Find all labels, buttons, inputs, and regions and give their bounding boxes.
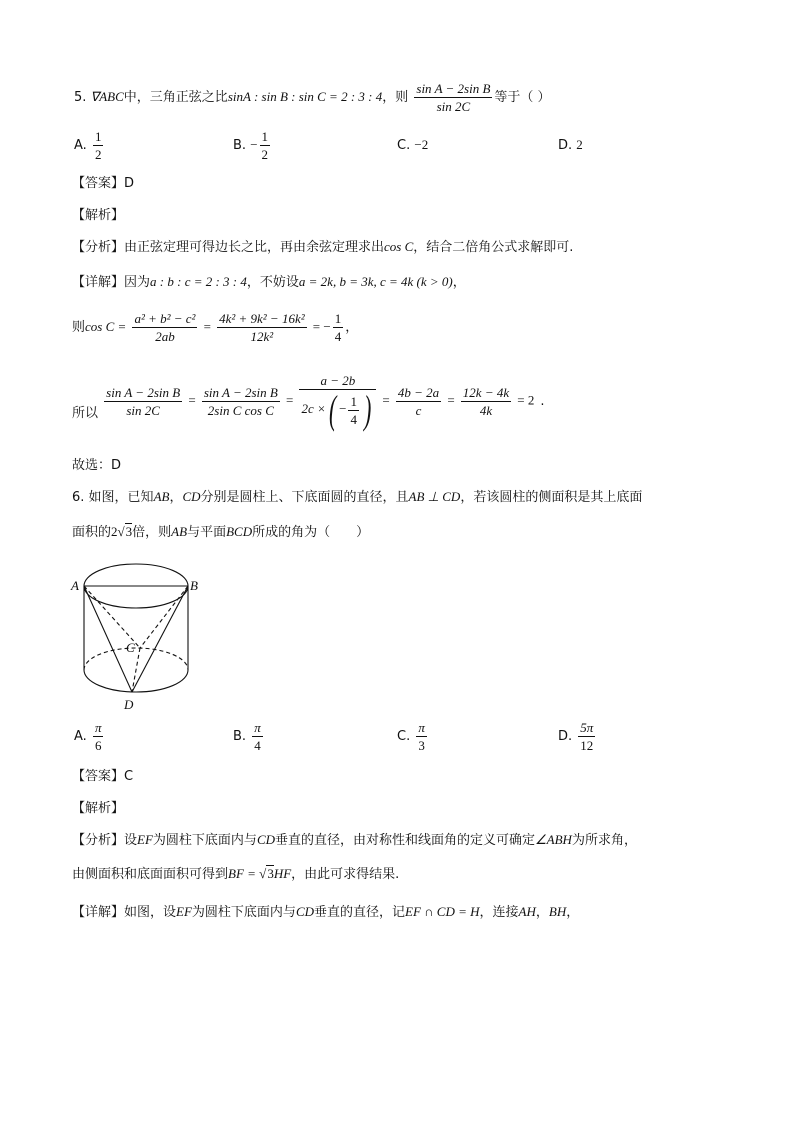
q5-option-c-label: C.	[397, 138, 411, 153]
q5-so-paren-left: (	[328, 387, 337, 432]
q5-cos-end: ，	[345, 320, 359, 335]
q5-option-a[interactable]	[74, 128, 105, 163]
q6-stem-l2-bcd: BCD	[226, 524, 253, 539]
q5-cos-lhs: cos C =	[85, 319, 127, 334]
q5-triangle: ∇ABC	[90, 89, 124, 104]
q5-option-b-label: B.	[233, 138, 247, 153]
q5-so-inner-num: 1	[350, 393, 357, 409]
q5-so-frac2-den: 2sin C cos C	[207, 402, 274, 418]
q6-de-d: ，连接	[479, 905, 519, 920]
q5-option-c[interactable]	[397, 137, 428, 153]
q6-analysis-line1	[72, 829, 637, 848]
q6-number: 6.	[72, 490, 85, 505]
q5-option-b-den: 2	[261, 147, 269, 162]
segment-ad	[84, 586, 132, 692]
q5-number: 5.	[74, 90, 87, 105]
q5-cos-frac2-num: 4k² + 9k² − 16k²	[219, 311, 305, 326]
q6-an-l2-radical: √	[259, 866, 267, 881]
q6-de-e: ，	[535, 905, 549, 920]
q5-option-a-frac	[93, 128, 104, 163]
q6-de-a: 如图，设	[124, 905, 177, 920]
q6-option-c-num: π	[418, 720, 425, 735]
q5-so-frac4-den: c	[415, 402, 422, 418]
q5-so-frac3-minus: −	[339, 400, 347, 416]
q6-option-d-den: 12	[580, 738, 594, 753]
q6-stem-l1-a: 如图，已知	[88, 490, 154, 505]
q5-option-b-sign: −	[250, 137, 258, 152]
q5-so-eq2: =	[285, 392, 294, 408]
q6-de-ah: AH	[518, 904, 536, 919]
q5-so-paren-right: )	[363, 387, 372, 432]
q6-jiexi	[72, 797, 124, 816]
q6-analysis-line2	[72, 863, 399, 882]
q5-detail-tag: 【详解】	[72, 275, 125, 290]
q5-so-frac2	[202, 384, 280, 419]
label-b: B	[190, 578, 198, 593]
q5-cos-prefix: 则	[72, 320, 86, 335]
q6-stem-l2-a: 面积的	[72, 525, 112, 540]
q6-stem-line1	[72, 486, 642, 505]
q5-jiexi	[72, 204, 124, 223]
q6-an-l1-cd: CD	[256, 832, 275, 847]
q5-so-eq1: =	[188, 392, 196, 408]
q6-de-ef: EF	[176, 904, 192, 919]
q6-option-a-den: 6	[94, 738, 102, 753]
q6-stem-l2-root: 3	[125, 524, 133, 539]
q5-cos-equation	[72, 310, 358, 345]
q6-detail	[72, 901, 579, 920]
q6-de-c: 垂直的直径，记	[314, 905, 406, 920]
label-a: A	[71, 578, 79, 593]
q5-cos-frac1-den: 2ab	[155, 329, 175, 344]
q5-ratio: sinA : sin B : sin C = 2 : 3 : 4	[227, 89, 383, 104]
q6-option-c-frac	[416, 719, 427, 754]
q6-option-a-frac	[93, 719, 104, 754]
q5-option-d-value: 2	[576, 137, 583, 152]
q6-an-l2-hf: HF	[273, 866, 292, 881]
q5-so-frac3-den-pre: 2c ×	[301, 400, 326, 416]
bottom-ellipse-back	[84, 648, 188, 670]
q5-detail-text2: ，不妨设	[246, 275, 299, 290]
q6-answer-value: C	[124, 769, 134, 784]
q5-cos-result-den: 4	[334, 329, 342, 344]
q5-option-b-num: 1	[261, 129, 269, 144]
segment-ac	[84, 586, 140, 648]
q5-fraction	[414, 80, 492, 115]
q5-so-frac1-den: sin 2C	[126, 402, 160, 418]
q5-answer-tag: 【答案】	[72, 176, 125, 191]
q6-an-l2-bf: BF =	[228, 866, 260, 881]
q5-so-eq3: =	[382, 392, 390, 408]
q5-so-end: .	[540, 393, 545, 409]
q5-detail-math1: a : b : c = 2 : 3 : 4	[150, 274, 247, 289]
q6-answer	[72, 765, 133, 784]
q6-an-l2-a: 由侧面积和底面面积可得到	[72, 867, 229, 882]
q6-an-l1-d: 为所求角，	[571, 833, 637, 848]
q5-cos-eq: =	[203, 319, 211, 334]
q6-option-d-num: 5π	[580, 720, 594, 735]
q5-so-frac4-num: 4b − 2a	[397, 384, 440, 400]
q5-so-frac5-den: 4k	[479, 402, 493, 418]
q5-stem-text1: 中，三角正弦之比	[123, 90, 228, 105]
q6-stem-l2-coef: 2	[111, 524, 118, 539]
q6-stem-l2-radical: √	[117, 524, 125, 539]
q6-option-d-label: D.	[558, 729, 573, 744]
q5-stem	[74, 80, 551, 115]
q5-so-prefix: 所以	[72, 405, 99, 421]
q6-stem-l1-perp: AB ⊥ CD	[408, 489, 461, 504]
q5-option-d-label: D.	[558, 138, 573, 153]
q6-de-inter: EF ∩ CD = H	[405, 904, 480, 919]
label-c: C	[126, 640, 135, 655]
q6-an-l2-b: ，由此可求得结果.	[291, 867, 400, 882]
q6-stem-l1-cd: CD	[182, 489, 201, 504]
q5-option-a-den: 2	[94, 147, 102, 162]
q6-option-c-label: C.	[397, 729, 411, 744]
q5-option-a-num: 1	[94, 129, 102, 144]
q5-stem-text3: 等于（ ）	[494, 90, 551, 105]
q5-so-equation	[72, 372, 544, 430]
q5-stem-text2: ，则	[382, 90, 409, 105]
q5-so-frac5-num: 12k − 4k	[462, 384, 510, 400]
q6-de-f: ，	[566, 905, 580, 920]
q5-jiexi-tag: 【解析】	[72, 208, 125, 223]
q6-option-d[interactable]	[558, 719, 597, 754]
q5-frac-num: sin A − 2sin B	[416, 81, 491, 96]
q5-detail-math2: a = 2k, b = 3k, c = 4k (k > 0)	[298, 274, 453, 289]
q5-so-frac3	[299, 372, 376, 430]
q5-analysis-tag: 【分析】	[72, 240, 125, 255]
q6-option-a-label: A.	[74, 729, 87, 744]
q5-cos-result-sign: = −	[312, 319, 331, 334]
q6-option-c-den: 3	[418, 738, 425, 753]
q5-analysis-math: cos C	[384, 239, 414, 254]
q6-an-l2-root: 3	[267, 866, 274, 881]
q6-stem-l1-d: ，若该圆柱的侧面积是其上底面	[460, 490, 643, 505]
q6-option-d-frac	[578, 719, 595, 754]
q5-so-frac3-num: a − 2b	[299, 372, 376, 390]
q5-analysis-text2: ，结合二倍角公式求解即可.	[413, 240, 574, 255]
q6-option-b-frac	[252, 719, 263, 754]
q5-option-b[interactable]	[233, 128, 272, 163]
q5-so-inner-den: 4	[350, 411, 357, 427]
q6-an-l1-angle: ∠ABH	[535, 832, 572, 847]
q5-so-frac2-num: sin A − 2sin B	[203, 384, 278, 400]
q5-cos-frac1-num: a² + b² − c²	[134, 311, 196, 326]
q6-an-l1-b: 为圆柱下底面内与	[152, 833, 257, 848]
q5-option-d[interactable]	[558, 137, 583, 153]
q6-an-l1-a: 设	[124, 833, 138, 848]
q6-option-c[interactable]	[397, 719, 429, 754]
q5-detail	[72, 271, 466, 290]
q5-cos-frac1	[132, 310, 197, 345]
q6-an-l1-c: 垂直的直径，由对称性和线面角的定义可确定	[275, 833, 536, 848]
q5-conclusion: 故选：D	[72, 458, 122, 473]
q6-stem-l2-b: 倍，则	[132, 525, 172, 540]
q5-analysis-text1: 由正弦定理可得边长之比，再由余弦定理求出	[124, 240, 385, 255]
q5-so-frac1	[104, 384, 182, 419]
q5-so-result: = 2	[517, 392, 535, 408]
q6-answer-tag: 【答案】	[72, 769, 125, 784]
q5-option-a-label: A.	[74, 138, 87, 153]
q6-jiexi-tag: 【解析】	[72, 801, 125, 816]
q6-stem-l2-ab: AB	[171, 524, 188, 539]
q5-cos-frac2	[217, 310, 307, 345]
label-d: D	[124, 697, 134, 712]
q6-option-b-den: 4	[254, 738, 261, 753]
q6-option-b-label: B.	[233, 729, 247, 744]
q6-option-a-num: π	[94, 720, 102, 735]
q5-cos-frac2-den: 12k²	[250, 329, 274, 344]
q6-stem-l2-d: 所成的角为（ ）	[252, 525, 370, 540]
q5-so-frac4	[396, 384, 441, 419]
q6-option-b[interactable]	[233, 719, 265, 754]
q5-so-frac3-den	[299, 387, 376, 432]
q5-option-b-frac	[260, 128, 271, 163]
q6-analysis-tag: 【分析】	[72, 833, 125, 848]
q5-answer-value: D	[124, 176, 135, 191]
q6-stem-l1-b: ，	[169, 490, 183, 505]
q5-cos-result	[333, 310, 344, 345]
q6-de-b: 为圆柱下底面内与	[191, 905, 296, 920]
q5-so-frac3-inner	[348, 393, 359, 428]
q6-stem-l1-ab: AB	[153, 489, 170, 504]
q5-option-c-value: −2	[414, 137, 429, 152]
q5-so-frac5	[461, 384, 511, 419]
q6-stem-l1-c: 分别是圆柱上、下底面圆的直径，且	[200, 490, 409, 505]
q6-de-bh: BH	[548, 904, 567, 919]
q6-stem-line2	[72, 521, 369, 540]
q6-option-b-num: π	[254, 720, 261, 735]
q5-frac-den: sin 2C	[436, 99, 471, 114]
q6-de-cd: CD	[295, 904, 314, 919]
q5-so-frac1-num: sin A − 2sin B	[106, 384, 181, 400]
cylinder-figure	[66, 548, 216, 718]
bottom-ellipse-front	[84, 670, 188, 692]
q6-an-l1-ef: EF	[137, 832, 153, 847]
q6-detail-tag: 【详解】	[72, 905, 125, 920]
q5-analysis	[72, 236, 573, 255]
q5-answer	[72, 172, 134, 191]
segment-bd	[132, 586, 188, 692]
segment-bc	[140, 586, 188, 648]
q5-so-eq4: =	[447, 392, 455, 408]
q5-detail-text1: 因为	[124, 275, 151, 290]
q6-stem-l2-c: 与平面	[187, 525, 227, 540]
q5-detail-text3: ，	[452, 275, 466, 290]
q5-cos-result-num: 1	[334, 311, 342, 326]
q6-option-a[interactable]	[74, 719, 105, 754]
